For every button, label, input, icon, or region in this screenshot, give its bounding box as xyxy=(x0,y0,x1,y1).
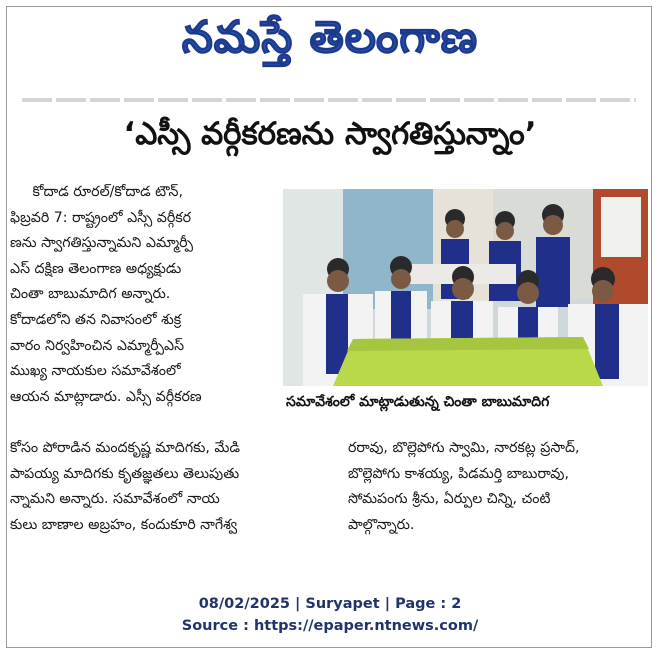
body-line: పాల్గొన్నారు. xyxy=(348,516,415,533)
body-line: ఫిబ్రవరి 7: రాష్ట్రంలో ఎస్సీ వర్గీకర xyxy=(10,209,192,226)
article-headline: ‘ఎస్సీ వర్గీకరణను స్వాగతిస్తున్నాం’ xyxy=(123,116,537,152)
body-line: కులు బాణాల అబ్రహం, కందుకూరి నాగేశ్వ xyxy=(10,516,238,533)
body-line: సోమపంగు శ్రీను, ఏర్పుల చిన్ని, చంటి xyxy=(348,491,551,508)
masthead-divider xyxy=(22,98,636,102)
body-line: ఎస్ దక్షిణ తెలంగాణ అధ్యక్షుడు xyxy=(10,260,182,277)
body-line: వారం నిర్వహించిన ఎమ్మార్పీఎస్ xyxy=(10,337,185,354)
article-column-1 xyxy=(10,180,280,410)
source-footer xyxy=(0,593,660,637)
body-line: బొల్లెపోగు కాశయ్య, పిడమర్తి బాబురావు, xyxy=(348,465,569,482)
body-line: ణను స్వాగతిస్తున్నామని ఎమ్మార్పీ xyxy=(10,235,194,252)
meeting-photo-illustration xyxy=(283,189,648,386)
article-column-1-continued xyxy=(10,436,330,538)
meeting-photo xyxy=(283,189,648,386)
body-line: రరావు, బొల్లెపోగు స్వామి, నారకట్ల ప్రసాద్, xyxy=(348,440,580,456)
source-link[interactable]: Source : https://epaper.ntnews.com/ xyxy=(181,618,479,634)
body-line: ఆయన మాట్లాడారు. ఎస్సీ వర్గీకరణ xyxy=(10,388,202,405)
body-line: పాపయ్య మాదిగకు కృతజ్ఞతలు తెలుపుతు xyxy=(10,465,240,482)
photo-caption: సమావేశంలో మాట్లాడుతున్న చింతా బాబుమాదిగ xyxy=(286,394,550,410)
article-column-2 xyxy=(348,436,648,538)
body-line: ముఖ్య నాయకుల సమావేశంలో xyxy=(10,363,181,380)
edition-info: 08/02/2025 | Suryapet | Page : 2 xyxy=(198,596,462,612)
body-line: న్నామని అన్నారు. సమావేశంలో నాయ xyxy=(10,491,220,508)
body-line: కోసం పోరాడిన మందకృష్ణ మాదిగకు, మేడి xyxy=(10,440,240,456)
newspaper-masthead: నమస్తే తెలంగాణ xyxy=(181,12,479,63)
body-line: చింతా బాబుమాదిగ అన్నారు. xyxy=(10,286,171,303)
body-line: కోదాడలోని తన నివాసంలో శుక్ర xyxy=(10,311,182,328)
body-line: కోదాడ రూరల్/కోదాడ టౌన్, xyxy=(10,184,184,200)
